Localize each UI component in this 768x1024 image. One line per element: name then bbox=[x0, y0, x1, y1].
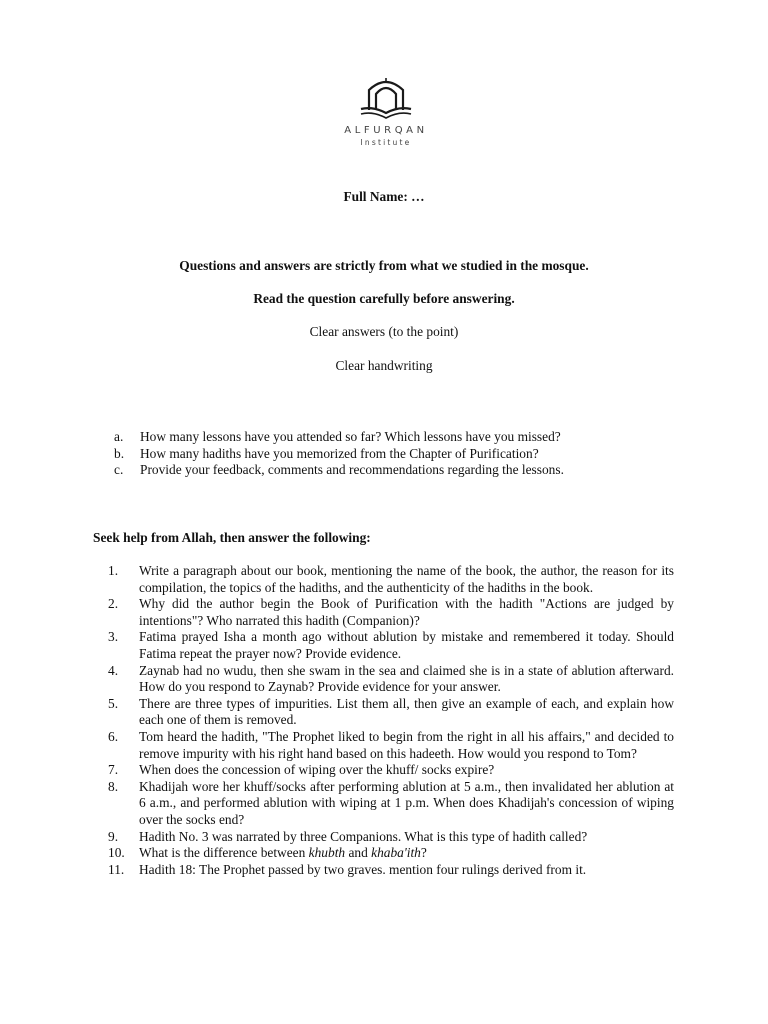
intro-question-list bbox=[114, 429, 674, 479]
list-marker: 6. bbox=[108, 728, 119, 744]
list-marker: a. bbox=[114, 429, 124, 444]
mosque-arch-book-icon bbox=[355, 76, 417, 122]
list-marker: c. bbox=[114, 462, 124, 478]
question-text-part: What is the difference between bbox=[139, 845, 309, 861]
institute-logo bbox=[328, 76, 444, 152]
instruction-4: Clear handwriting bbox=[335, 358, 433, 373]
list-marker: 4. bbox=[108, 662, 119, 678]
list-item bbox=[108, 563, 674, 596]
term-khabaith: khaba'ith bbox=[371, 845, 421, 861]
list-item bbox=[114, 446, 674, 463]
list-item bbox=[114, 462, 674, 479]
question-text: Fatima prayed Isha a month ago without ablution by mistake and remembered it today. Should Fatima repeat the prayer now? Provide evidence. bbox=[139, 629, 674, 661]
question-text: Hadith 18: The Prophet passed by two graves. mention four rulings derived from it. bbox=[139, 861, 587, 877]
list-item bbox=[108, 862, 674, 879]
question-text: Write a paragraph about our book, mentioning the name of the book, the author, the reason for its compilation, the topics of the hadiths, and the authenticity of the hadiths in the book. bbox=[139, 563, 674, 595]
list-item bbox=[108, 829, 674, 846]
list-marker: 10. bbox=[108, 845, 125, 861]
list-marker: 7. bbox=[108, 762, 119, 778]
logo-name: ALFURQAN bbox=[344, 125, 428, 136]
question-text: Khadijah wore her khuff/socks after performing ablution at 5 a.m., then invalidated her ablution at 6 a.m., and performed ablution with wiping at 1 p.m. When does Khadijah's concession of wiping over the socks end? bbox=[139, 778, 674, 827]
list-item bbox=[114, 429, 674, 446]
question-text: Provide your feedback, comments and recommendations regarding the lessons. bbox=[140, 462, 564, 478]
instruction-1: Questions and answers are strictly from what we studied in the mosque. bbox=[179, 258, 589, 273]
question-text-part: ? bbox=[420, 845, 427, 861]
list-item bbox=[108, 762, 674, 779]
question-text: Zaynab had no wudu, then she swam in the sea and claimed she is in a state of ablution afterward. How do you respond to Zaynab? Provide evidence for your answer. bbox=[139, 662, 674, 695]
list-marker: 5. bbox=[108, 695, 119, 711]
question-text: How many lessons have you attended so far? Which lessons have you missed? bbox=[140, 429, 561, 444]
list-marker: 8. bbox=[108, 778, 119, 794]
question-text-part: and bbox=[345, 845, 372, 861]
list-marker: 3. bbox=[108, 629, 119, 645]
question-text: Hadith No. 3 was narrated by three Companions. What is this type of hadith called? bbox=[139, 828, 588, 844]
question-text: When does the concession of wiping over the khuff/ socks expire? bbox=[139, 762, 495, 778]
question-text bbox=[139, 845, 674, 862]
list-item bbox=[108, 729, 674, 762]
list-item bbox=[108, 629, 674, 662]
full-name-field: Full Name: … bbox=[343, 189, 425, 204]
list-item bbox=[108, 663, 674, 696]
question-text: There are three types of impurities. List them all, then give an example of each, and explain how each one of them is removed. bbox=[139, 695, 674, 728]
list-marker: b. bbox=[114, 445, 125, 461]
list-item bbox=[108, 845, 674, 862]
list-marker: 9. bbox=[108, 828, 119, 844]
section-heading: Seek help from Allah, then answer the following: bbox=[93, 530, 371, 545]
question-text: How many hadiths have you memorized from the Chapter of Purification? bbox=[140, 445, 539, 461]
question-text: Why did the author begin the Book of Purification with the hadith "Actions are judged by intentions"? Who narrated this hadith (Companion)? bbox=[139, 596, 674, 628]
list-item bbox=[108, 596, 674, 629]
list-item bbox=[108, 779, 674, 829]
question-list bbox=[108, 563, 674, 878]
logo-subtitle: Institute bbox=[360, 138, 412, 147]
list-marker: 11. bbox=[108, 861, 125, 877]
list-marker: 1. bbox=[108, 563, 119, 578]
instruction-3: Clear answers (to the point) bbox=[309, 324, 459, 339]
list-marker: 2. bbox=[108, 596, 119, 612]
list-item bbox=[108, 696, 674, 729]
question-text: Tom heard the hadith, "The Prophet liked to begin from the right in all his affairs," and decided to remove impurity with his right hand based on this hadeeth. How would you respond to Tom? bbox=[139, 728, 674, 761]
instruction-2: Read the question carefully before answering. bbox=[253, 291, 515, 306]
term-khubth: khubth bbox=[308, 845, 346, 861]
